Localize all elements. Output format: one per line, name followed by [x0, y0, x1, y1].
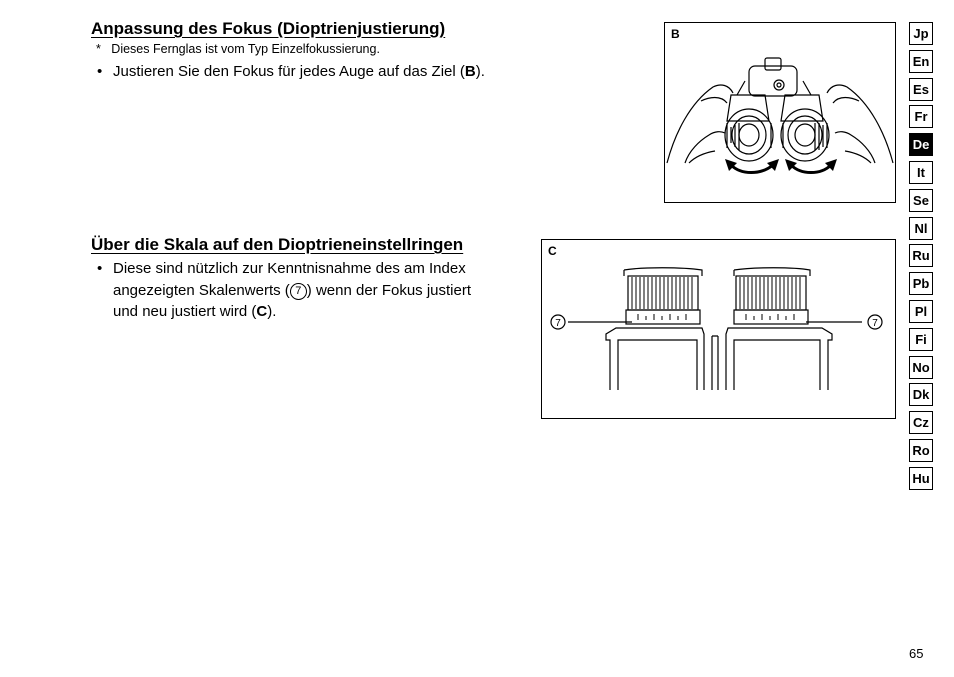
language-tab-es[interactable]: Es: [909, 78, 933, 101]
note-text: Dieses Fernglas ist vom Typ Einzelfokussierung.: [111, 42, 380, 56]
bullet-adjust-focus: [97, 61, 533, 83]
note-single-focus: [96, 42, 380, 56]
language-tab-se[interactable]: Se: [909, 189, 933, 212]
note-mark: *: [96, 42, 101, 56]
bullet-line-3-start: und neu justiert wird (: [113, 303, 257, 320]
language-tab-nl[interactable]: Nl: [909, 217, 933, 240]
callout-number-7: 7: [290, 283, 307, 300]
callout-left-7: 7: [555, 318, 561, 329]
bullet-text-end: ).: [475, 63, 485, 80]
figure-ref-c: C: [256, 303, 268, 320]
language-tab-fr[interactable]: Fr: [909, 105, 933, 128]
language-tab-dk[interactable]: Dk: [909, 383, 933, 406]
bullet-dot: •: [97, 63, 103, 80]
language-tab-hu[interactable]: Hu: [909, 467, 933, 490]
figure-label: B: [671, 27, 680, 41]
language-tab-cz[interactable]: Cz: [909, 411, 933, 434]
language-tab-column: [909, 22, 935, 495]
section-heading-focus-adjustment: Anpassung des Fokus (Dioptrienjustierung): [91, 19, 446, 38]
figure-ref-b: B: [464, 63, 476, 80]
page-number: 65: [909, 646, 924, 661]
figure-label: C: [548, 244, 557, 258]
bullet-scale-usage: [97, 258, 533, 323]
bullet-line-2-end: ) wenn der Fokus justiert: [306, 281, 472, 299]
section-heading-diopter-scale: Über die Skala auf den Dioptrieneinstellringen: [91, 235, 464, 254]
language-tab-de[interactable]: De: [909, 133, 933, 156]
diopter-ring-illustration: [542, 240, 895, 418]
figure-c-diopter-scale: [541, 239, 896, 419]
language-tab-fi[interactable]: Fi: [909, 328, 933, 351]
language-tab-no[interactable]: No: [909, 356, 933, 379]
language-tab-it[interactable]: It: [909, 161, 933, 184]
language-tab-ru[interactable]: Ru: [909, 244, 933, 267]
bullet-line-2-start: angezeigten Skalenwerts (: [113, 281, 290, 299]
language-tab-en[interactable]: En: [909, 50, 933, 73]
bullet-line-1: Diese sind nützlich zur Kenntnisnahme des am Index: [113, 260, 466, 277]
language-tab-jp[interactable]: Jp: [909, 22, 933, 45]
bullet-dot: •: [97, 260, 103, 277]
bullet-text: Justieren Sie den Fokus für jedes Auge auf das Ziel (: [113, 63, 465, 80]
language-tab-pl[interactable]: Pl: [909, 300, 933, 323]
binoculars-hands-illustration: [665, 23, 895, 202]
language-tab-pb[interactable]: Pb: [909, 272, 933, 295]
figure-b-binoculars-eyepiece-focus: [664, 22, 896, 203]
bullet-line-3-end: ).: [267, 303, 277, 320]
language-tab-ro[interactable]: Ro: [909, 439, 933, 462]
callout-right-7: 7: [872, 318, 878, 329]
